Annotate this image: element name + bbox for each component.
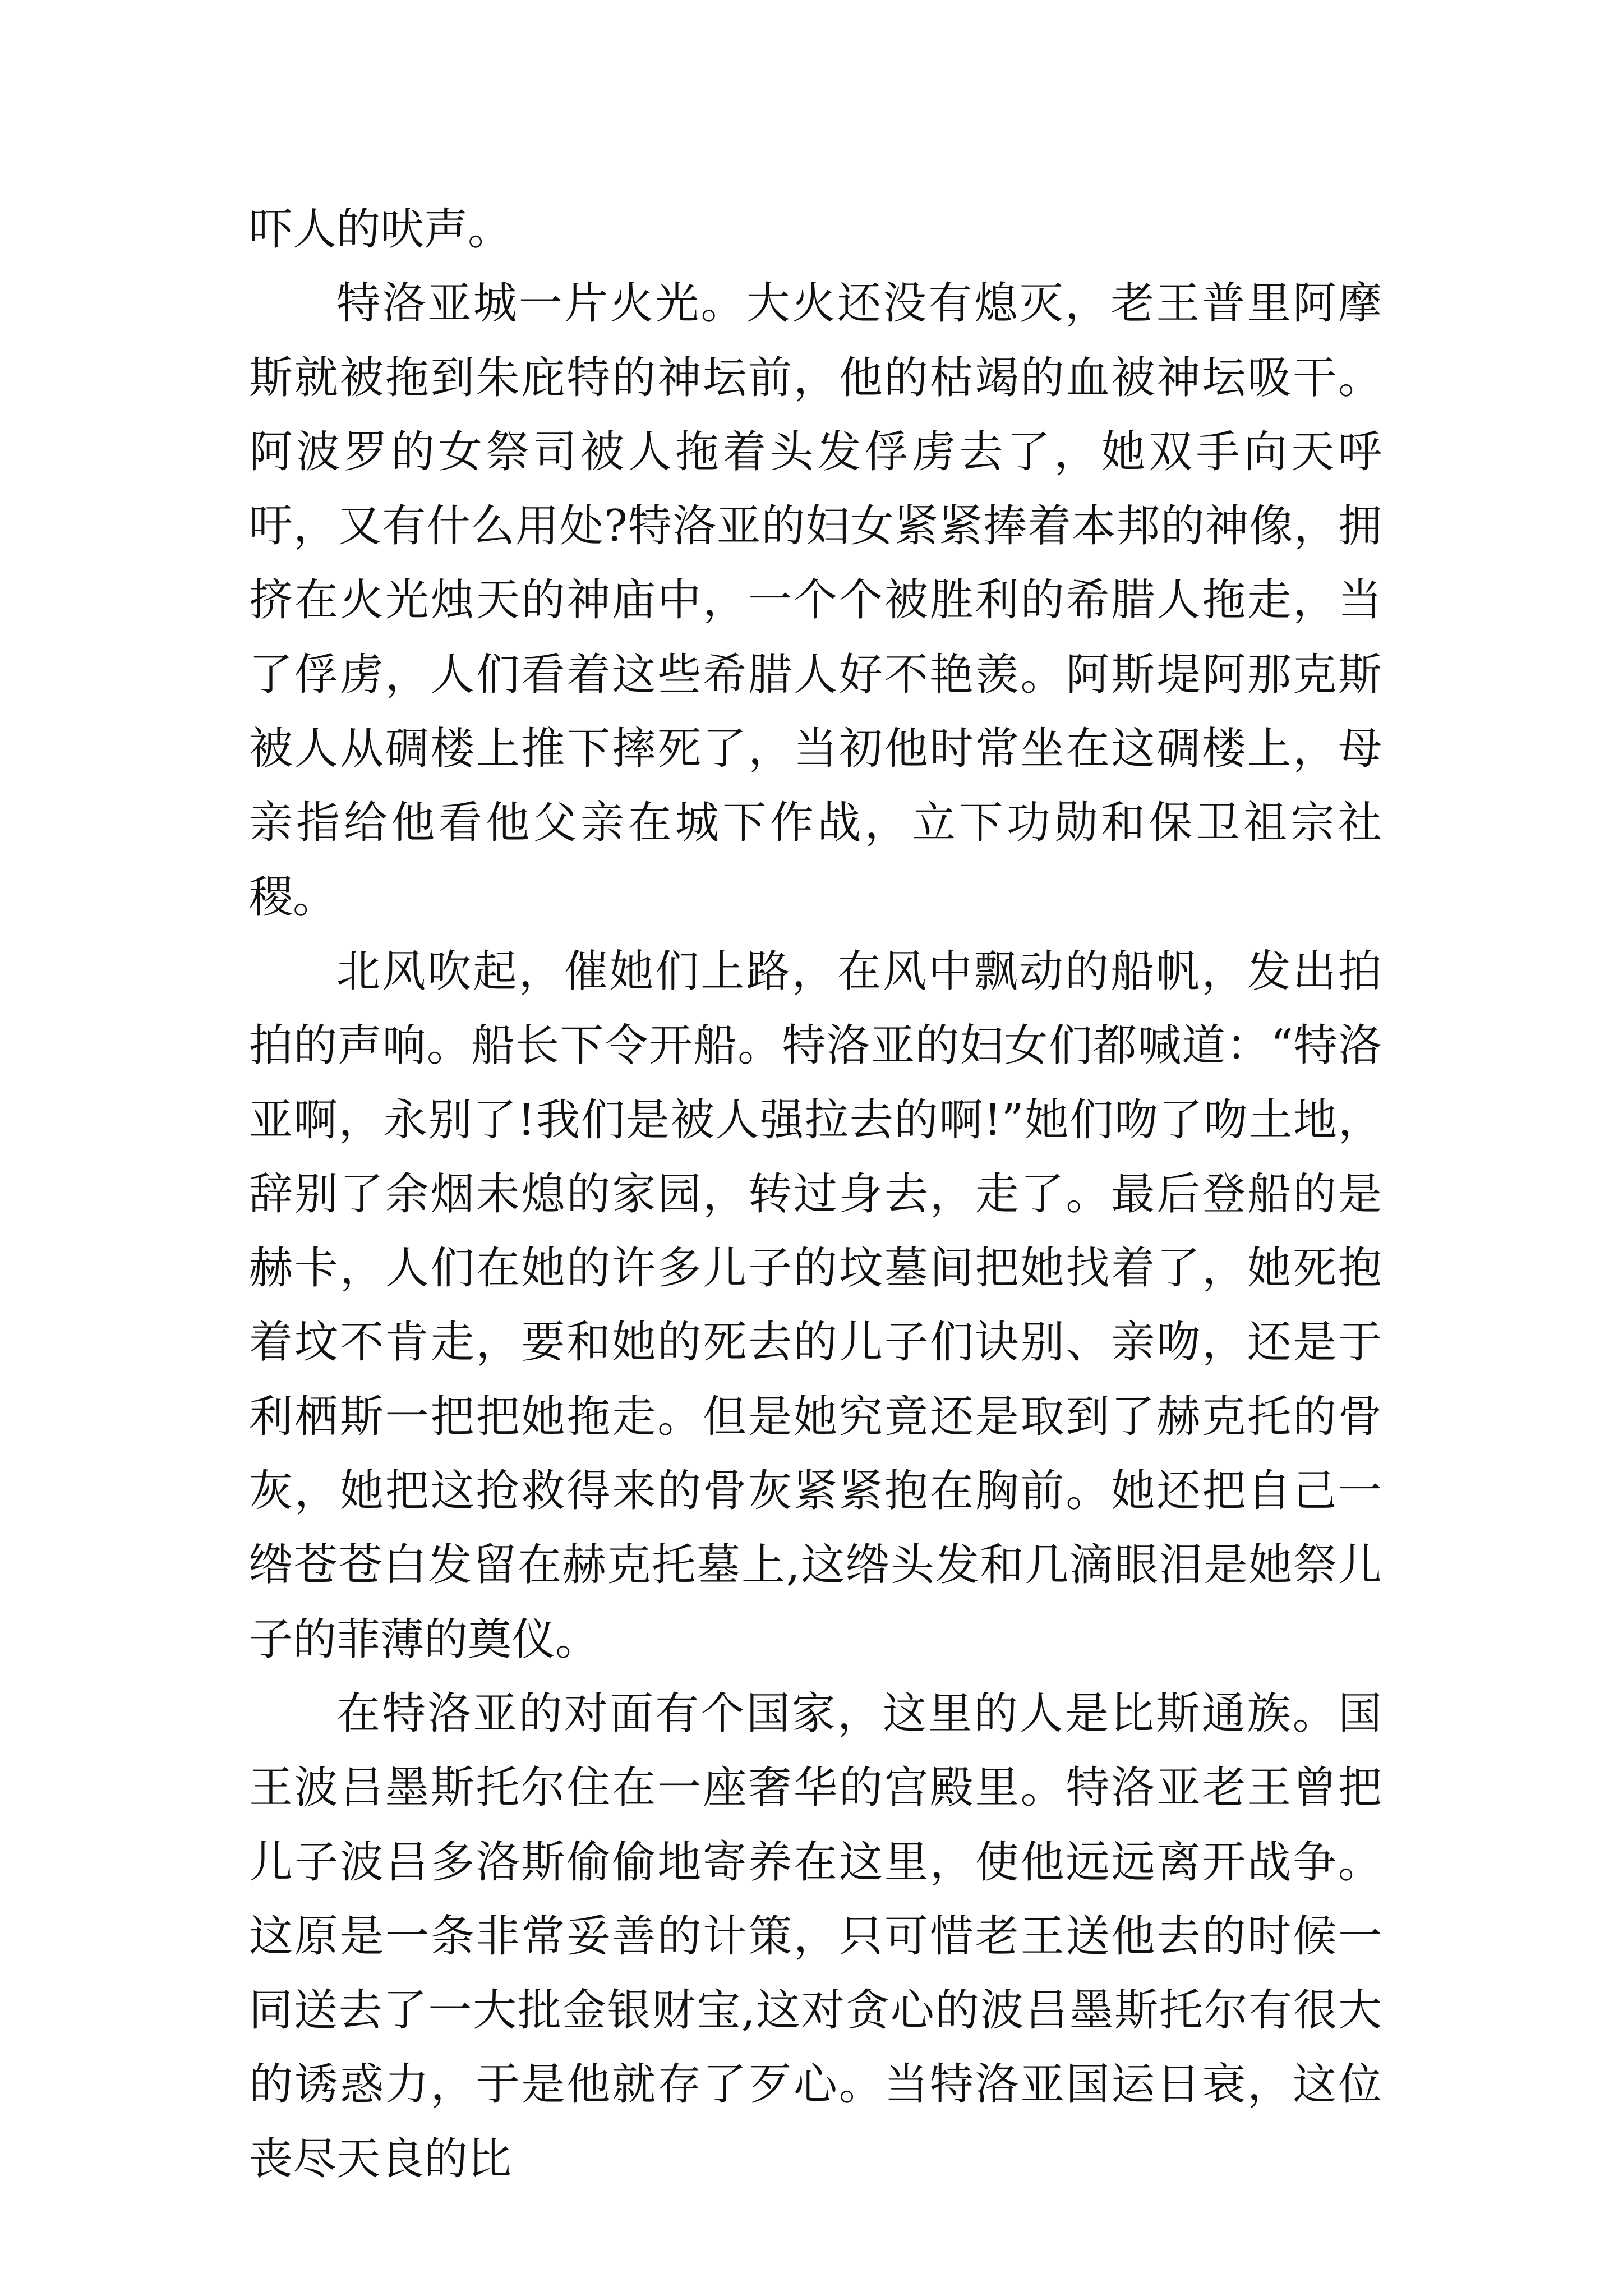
body-text	[249, 192, 1382, 2196]
paragraph-continuation: 吓人的吠声。	[249, 204, 512, 255]
paragraph-polymestor: 在特洛亚的对面有个国家，这里的人是比斯通族。国王波吕墨斯托尔住在一座奢华的宫殿里。特洛亚老王曾把儿子波吕多洛斯偷偷地寄养在这里，使他远远离开战争。这原是一条非常妥善的计策，只可惜老王送他去的时候一同送去了一大批金银财宝,这对贪心的波吕墨斯托尔有很大的诱惑力，于是他就存了歹心。当特洛亚国运日衰，这位丧尽天良的比	[249, 1688, 1382, 2184]
paragraph-troy-burning: 特洛亚城一片火光。大火还没有熄灭，老王普里阿摩斯就被拖到朱庇特的神坛前，他的枯竭的血被神坛吸干。阿波罗的女祭司被人拖着头发俘虏去了，她双手向天呼吁，又有什么用处?特洛亚的妇女紧紧捧着本邦的神像，拥挤在火光烛天的神庙中，一个个被胜利的希腊人拖走，当了俘虏，人们看着这些希腊人好不艳羡。阿斯堤阿那克斯被人从碉楼上推下摔死了，当初他时常坐在这碉楼上，母亲指给他看他父亲在城下作战，立下功勋和保卫祖宗社稷。	[249, 278, 1382, 923]
paragraph-departure: 北风吹起，催她们上路，在风中飘动的船帆，发出拍拍的声响。船长下令开船。特洛亚的妇女们都喊道：“特洛亚啊，永别了!我们是被人强拉去的啊!”她们吻了吻土地，辞别了余烟未熄的家园，转过身去，走了。最后登船的是赫卡，人们在她的许多儿子的坟墓间把她找着了，她死抱着坟不肯走，要和她的死去的儿子们诀别、亲吻，还是于利栖斯一把把她拖走。但是她究竟还是取到了赫克托的骨灰，她把这抢救得来的骨灰紧紧抱在胸前。她还把自己一绺苍苍白发留在赫克托墓上,这绺头发和几滴眼泪是她祭儿子的菲薄的奠仪。	[249, 946, 1382, 1665]
